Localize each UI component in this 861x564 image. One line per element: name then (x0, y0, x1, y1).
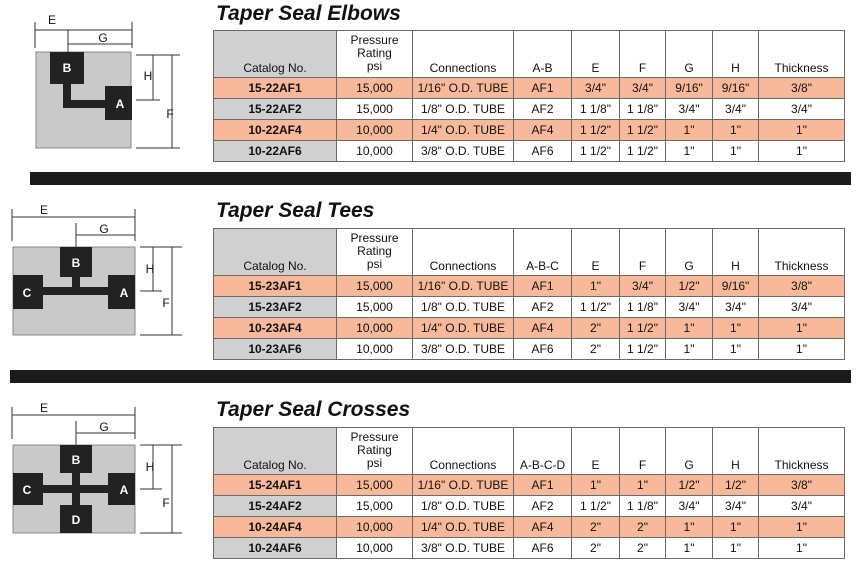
crosses-table (213, 427, 845, 559)
port-a-label: A (119, 483, 129, 497)
section-title: Taper Seal Elbows (216, 2, 401, 25)
dim-e-label: E (47, 13, 57, 27)
header-pressure: Pressure Rating psi (337, 229, 413, 276)
crosses-section (0, 393, 861, 564)
header-catalog: Catalog No. (214, 428, 337, 475)
section-title: Taper Seal Tees (216, 199, 375, 222)
dim-e-label: E (39, 203, 49, 217)
section-title: Taper Seal Crosses (216, 398, 411, 421)
dim-f-label: F (162, 496, 170, 510)
dim-g-label: G (99, 420, 109, 434)
header-row: Catalog No. Pressure Rating psi Connections A-B E F G H Thickness (214, 31, 845, 78)
table-row: 15-22AF1 15,000 1/16" O.D. TUBE AF1 3/4" 3/4" 9/16" 9/16" 3/8" (214, 78, 845, 99)
header-ports: A-B-C-D (514, 428, 572, 475)
port-c-label: C (22, 483, 32, 497)
table-row: 10-22AF6 10,000 3/8" O.D. TUBE AF6 1 1/2" 1 1/2" 1" 1" 1" (214, 141, 845, 162)
header-row: Catalog No. Pressure Rating psi Connections A-B-C-D E F G H Thickness (214, 428, 845, 475)
section-divider (30, 172, 851, 185)
dim-h-label: H (145, 262, 155, 276)
header-row: Catalog No. Pressure Rating psi Connections A-B-C E F G H Thickness (214, 229, 845, 276)
section-divider (10, 370, 851, 383)
table-row: 10-23AF6 10,000 3/8" O.D. TUBE AF6 2" 1 1/2" 1" 1" 1" (214, 339, 845, 360)
dim-g-label: G (98, 31, 108, 45)
elbows-section (0, 0, 861, 170)
tees-section (0, 195, 861, 370)
table-row: 10-22AF4 10,000 1/4" O.D. TUBE AF4 1 1/2" 1 1/2" 1" 1" 1" (214, 120, 845, 141)
dim-g-label: G (99, 222, 109, 236)
dim-h-label: H (143, 69, 153, 83)
port-b-label: B (62, 61, 72, 75)
table-row: 10-23AF4 10,000 1/4" O.D. TUBE AF4 2" 1 1/2" 1" 1" 1" (214, 318, 845, 339)
header-ports: A-B-C (514, 229, 572, 276)
port-b-label: B (71, 453, 81, 467)
header-connections: Connections (413, 428, 514, 475)
header-pressure: Pressure Rating psi (337, 428, 413, 475)
table-row: 10-24AF6 10,000 3/8" O.D. TUBE AF6 2" 2" 1" 1" 1" (214, 538, 845, 559)
table-row: 15-22AF2 15,000 1/8" O.D. TUBE AF2 1 1/8" 1 1/8" 3/4" 3/4" 3/4" (214, 99, 845, 120)
header-catalog: Catalog No. (214, 229, 337, 276)
port-b-label: B (71, 256, 81, 270)
port-c-label: C (22, 286, 32, 300)
dim-f-label: F (162, 296, 170, 310)
table-row: 10-24AF4 10,000 1/4" O.D. TUBE AF4 2" 2" 1" 1" 1" (214, 517, 845, 538)
tees-table (213, 228, 845, 360)
table-row: 15-23AF2 15,000 1/8" O.D. TUBE AF2 1 1/2" 1 1/8" 3/4" 3/4" 3/4" (214, 297, 845, 318)
tee-diagram (0, 195, 200, 370)
table-row: 15-23AF1 15,000 1/16" O.D. TUBE AF1 1" 3/4" 1/2" 9/16" 3/8" (214, 276, 845, 297)
header-ports: A-B (514, 31, 572, 78)
table-row: 15-24AF2 15,000 1/8" O.D. TUBE AF2 1 1/2" 1 1/8" 3/4" 3/4" 3/4" (214, 496, 845, 517)
header-catalog: Catalog No. (214, 31, 337, 78)
dim-f-label: F (166, 107, 174, 121)
port-d-label: D (71, 513, 81, 527)
header-connections: Connections (413, 229, 514, 276)
table-row: 15-24AF1 15,000 1/16" O.D. TUBE AF1 1" 1" 1/2" 1/2" 3/8" (214, 475, 845, 496)
header-pressure: Pressure Rating psi (337, 31, 413, 78)
header-connections: Connections (413, 31, 514, 78)
cross-diagram (0, 393, 200, 564)
port-a-label: A (115, 97, 125, 111)
elbow-diagram (0, 0, 200, 170)
port-a-label: A (119, 286, 129, 300)
elbows-table (213, 30, 845, 162)
dim-e-label: E (39, 401, 49, 415)
dim-h-label: H (145, 460, 155, 474)
